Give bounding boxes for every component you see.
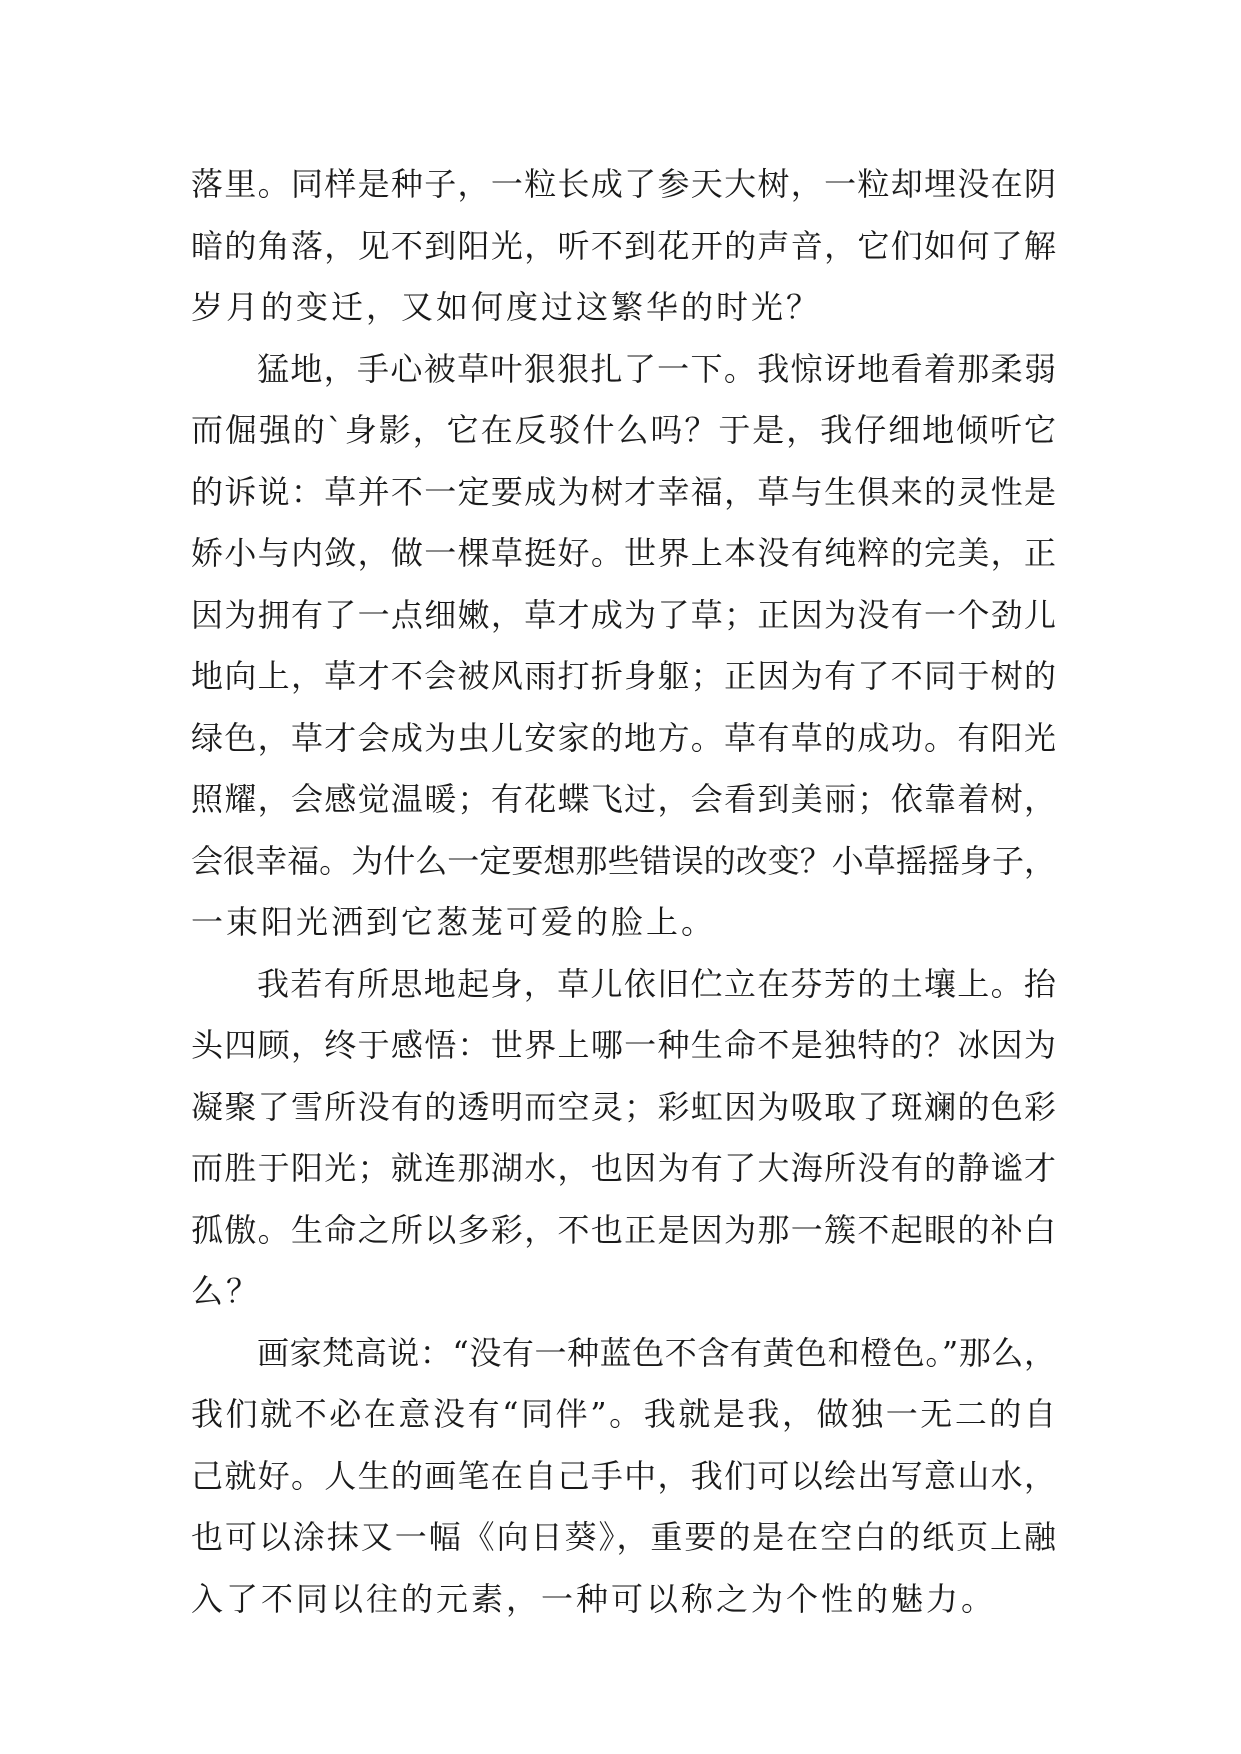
text-line: 也可以涂抹又一幅《向日葵》，重要的是在空白的纸页上融 [191, 1518, 1056, 1556]
text-line: 照耀，会感觉温暖；有花蝶飞过，会看到美丽；依靠着树， [191, 780, 1056, 818]
text-line: 娇小与内敛，做一棵草挺好。世界上本没有纯粹的完美，正 [191, 534, 1056, 572]
text-line: 么？ [191, 1272, 262, 1310]
text-line: 我们就不必在意没有“同伴”。我就是我，做独一无二的自 [191, 1395, 1056, 1433]
text-line: 的诉说：草并不一定要成为树才幸福，草与生俱来的灵性是 [191, 472, 1056, 511]
text-line: 己就好。人生的画笔在自己手中，我们可以绘出写意山水， [191, 1456, 1056, 1495]
text-line: 岁月的变迁，又如何度过这繁华的时光？ [191, 288, 822, 326]
text-line: 一束阳光洒到它葱茏可爱的脸上。 [191, 903, 717, 941]
text-line: 而倔强的`身影，它在反驳什么吗？于是，我仔细地倾听它 [191, 411, 1056, 449]
document-body [191, 154, 1056, 1630]
text-line: 凝聚了雪所没有的透明而空灵；彩虹因为吸取了斑斓的色彩 [191, 1087, 1056, 1126]
text-line: 而胜于阳光；就连那湖水，也因为有了大海所没有的静谧才 [191, 1149, 1056, 1187]
text-line: 因为拥有了一点细嫩，草才成为了草；正因为没有一个劲儿 [191, 595, 1056, 634]
text-line: 孤傲。生命之所以多彩，不也正是因为那一簇不起眼的补白 [191, 1210, 1056, 1249]
text-line: 暗的角落，见不到阳光，听不到花开的声音，它们如何了解 [191, 226, 1056, 265]
text-line: 猛地，手心被草叶狠狠扎了一下。我惊讶地看着那柔弱 [257, 349, 1056, 388]
text-line: 会很幸福。为什么一定要想那些错误的改变？小草摇摇身子， [191, 841, 1056, 880]
text-line: 头四顾，终于感悟：世界上哪一种生命不是独特的？冰因为 [191, 1026, 1056, 1064]
text-line: 画家梵高说：“没有一种蓝色不含有黄色和橙色。”那么， [257, 1333, 1056, 1372]
text-line: 落里。同样是种子，一粒长成了参天大树，一粒却埋没在阴 [191, 165, 1056, 203]
text-line: 入了不同以往的元素，一种可以称之为个性的魅力。 [191, 1579, 997, 1618]
text-line: 地向上，草才不会被风雨打折身躯；正因为有了不同于树的 [191, 657, 1056, 695]
text-line: 绿色，草才会成为虫儿安家的地方。草有草的成功。有阳光 [191, 718, 1056, 757]
text-line: 我若有所思地起身，草儿依旧伫立在芬芳的土壤上。抬 [257, 964, 1056, 1003]
